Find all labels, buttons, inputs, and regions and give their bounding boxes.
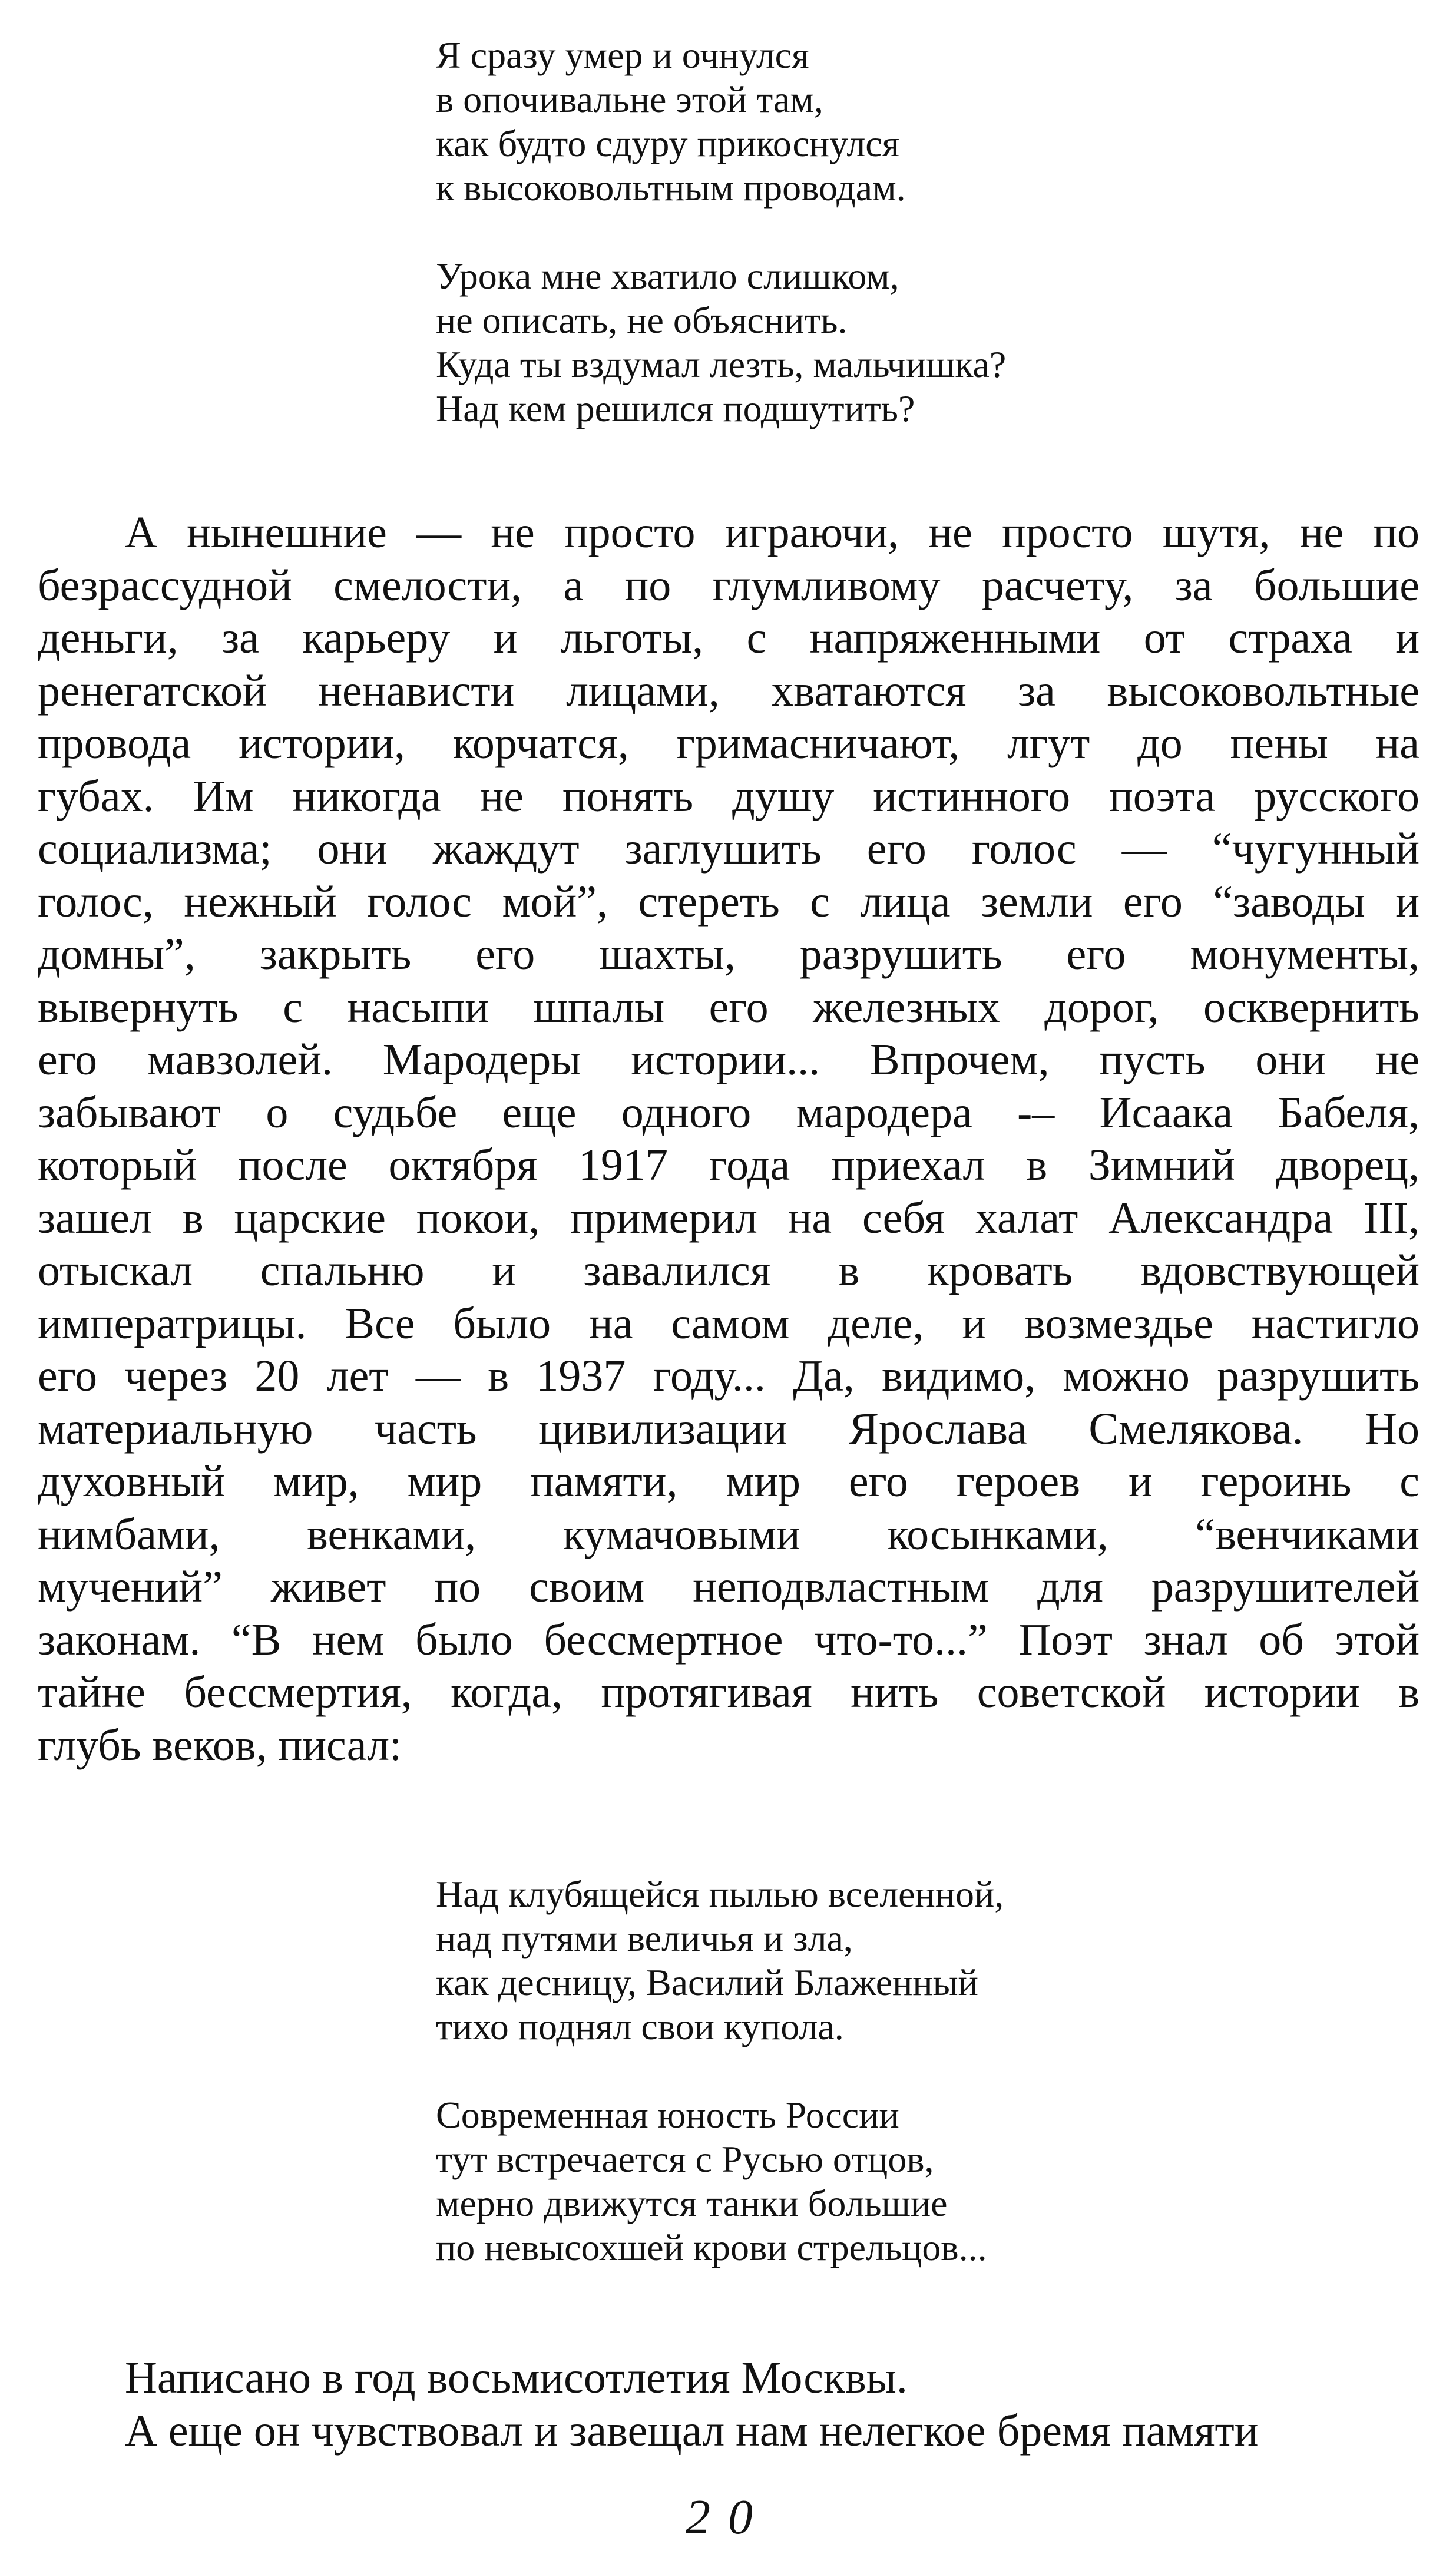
paragraph-line: глубь веков, писал: <box>38 1720 402 1770</box>
poem-line: к высоковольтным проводам. <box>436 167 906 209</box>
page-number: 20 <box>686 2490 770 2545</box>
paragraph-line: тайне бессмертия, когда, протягивая нить советской истории в <box>38 1668 1419 1717</box>
poem-line: Урока мне хватило слишком, <box>436 255 899 297</box>
poem-line: над путями величья и зла, <box>436 1917 853 1959</box>
poem-line: Над кем решился подшутить? <box>436 388 915 429</box>
paragraph-line: голос, нежный голос мой”, стереть с лица земли его “заводы и <box>38 876 1419 927</box>
paragraph-line: законам. “В нем было бессмертное что-то...” Поэт знал об этой <box>38 1615 1419 1665</box>
paragraph-line: ренегатской ненависти лицами, хватаются за высоковольтные <box>38 666 1419 716</box>
poem-line: не описать, не объяснить. <box>436 299 848 341</box>
poem-line: как будто сдуру прикоснулся <box>436 123 900 164</box>
paragraph-line: отыскал спальню и завалился в кровать вдовствующей <box>38 1246 1419 1295</box>
poem-stanza <box>436 1872 1202 2049</box>
poem-stanza <box>436 254 1202 431</box>
poem-line: Куда ты вздумал лезть, мальчишка? <box>436 343 1007 385</box>
poem-line: тут встречается с Русью отцов, <box>436 2138 934 2180</box>
paragraph-line: деньги, за карьеру и льготы, с напряженными от страха и <box>38 613 1419 663</box>
paragraph-line: нимбами, венками, кумачовыми косынками, “венчиками <box>38 1509 1419 1559</box>
paragraph-line: который после октября 1917 года приехал в Зимний дворец, <box>38 1140 1419 1190</box>
poem-line: Я сразу умер и очнулся <box>436 34 809 76</box>
paragraph-line: духовный мир, мир памяти, мир его героев и героинь с <box>38 1457 1419 1506</box>
poem-line: в опочивальне этой там, <box>436 78 823 120</box>
paragraph-line: губах. Им никогда не понять душу истинного поэта русского <box>38 771 1419 821</box>
paragraph-line: социализма; они жаждут заглушить его голос — “чугунный <box>38 824 1419 874</box>
paragraph-line: мучений” живет по своим неподвластным для разрушителей <box>38 1562 1419 1612</box>
body-paragraph-closing <box>38 2352 1419 2457</box>
paragraph-line: домны”, закрыть его шахты, разрушить его монументы, <box>38 929 1419 979</box>
poem-line: Над клубящейся пылью вселенной, <box>436 1873 1004 1915</box>
paragraph-line: зашел в царские покои, примерил на себя халат Александра III, <box>38 1193 1419 1243</box>
paragraph-line: А еще он чувствовал и завещал нам нелегкое бремя памяти <box>125 2406 1259 2456</box>
paragraph-line: его через 20 лет — в 1937 году... Да, видимо, можно разрушить <box>38 1351 1419 1401</box>
poem-stanza <box>436 33 1202 210</box>
paragraph-line: Написано в год восьмисотлетия Москвы. <box>125 2353 908 2403</box>
poem-line: Современная юность России <box>436 2094 899 2136</box>
body-paragraph <box>38 507 1419 1772</box>
poem-line: по невысохшей крови стрельцов... <box>436 2226 987 2268</box>
paragraph-line: забывают о судьбе еще одного мародера -– Исаака Бабеля, <box>38 1087 1419 1137</box>
paragraph-line: его мавзолей. Мародеры истории... Впрочем, пусть они не <box>38 1035 1419 1084</box>
paragraph-line: безрассудной смелости, а по глумливому расчету, за большие <box>38 560 1419 610</box>
poem-line: тихо поднял свои купола. <box>436 2006 844 2047</box>
poem-excerpt-bottom <box>436 1872 1202 2269</box>
poem-line: мерно движутся танки большие <box>436 2182 948 2224</box>
paragraph-line: А нынешние — не просто играючи, не просто шутя, не по <box>125 508 1419 557</box>
poem-excerpt-top <box>436 33 1202 431</box>
paragraph-line: вывернуть с насыпи шпалы его железных дорог, осквернить <box>38 982 1419 1032</box>
poem-stanza <box>436 2093 1202 2269</box>
paragraph-line: провода истории, корчатся, гримасничают, лгут до пены на <box>38 719 1419 768</box>
paragraph-line: материальную часть цивилизации Ярослава Смелякова. Но <box>38 1404 1419 1454</box>
paragraph-line: императрицы. Все было на самом деле, и возмездье настигло <box>38 1298 1419 1348</box>
poem-line: как десницу, Василий Блаженный <box>436 1961 978 2003</box>
